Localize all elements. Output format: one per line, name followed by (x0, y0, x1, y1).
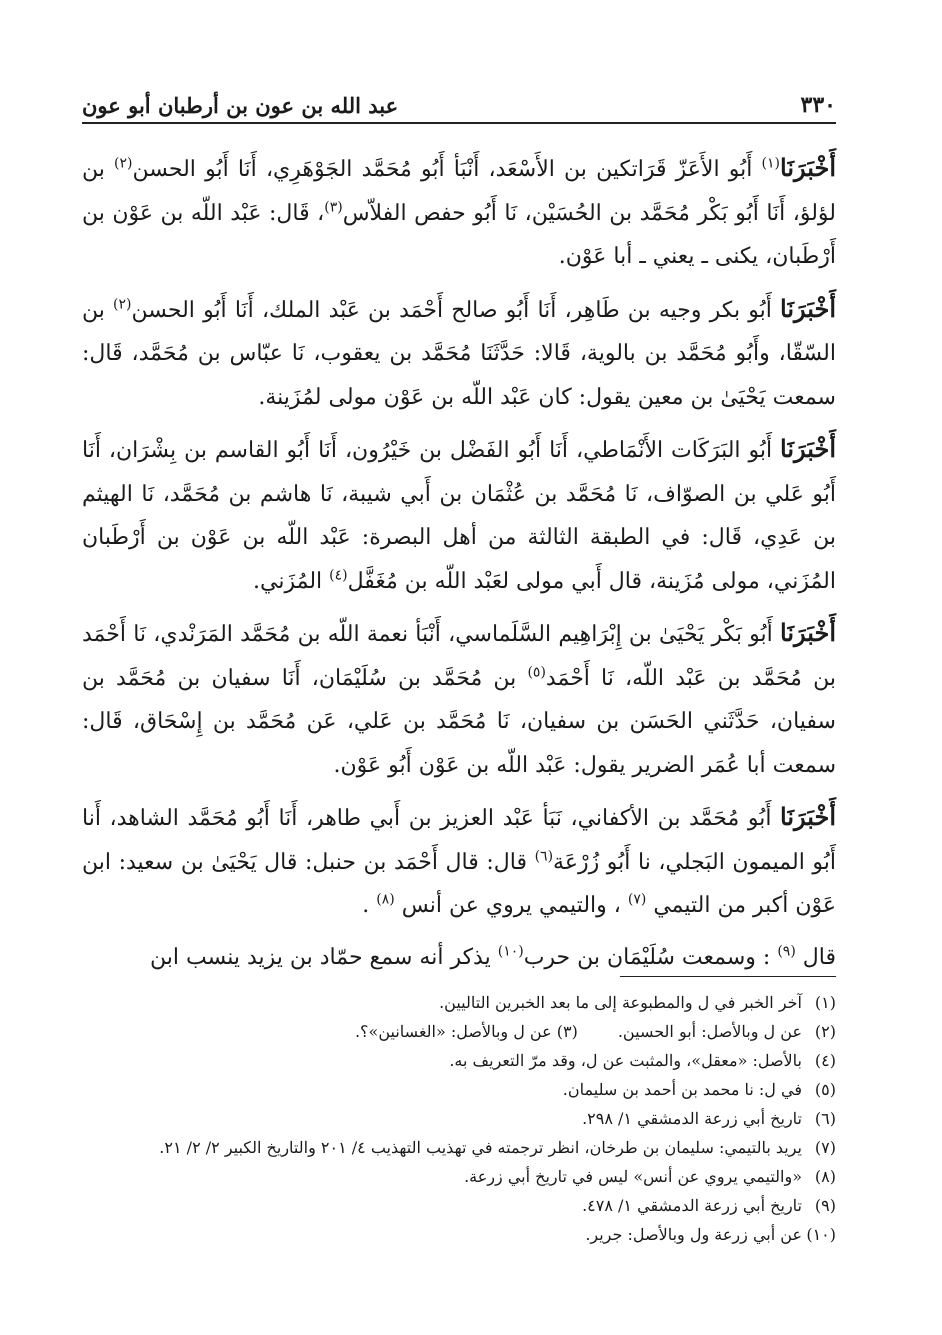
footnote-number: (٩) (814, 1196, 836, 1215)
lead-word: أَخْبَرَنَا (780, 434, 836, 463)
footnote (82, 1075, 836, 1104)
paragraph (82, 287, 836, 420)
footnote (82, 1017, 836, 1046)
lead-word: أَخْبَرَنَا (780, 293, 836, 323)
lead-word: أَخْبَرَنَا (780, 618, 836, 647)
text-run: يذكر أنه سمع حمّاد بن يزيد ينسب ابن (150, 944, 498, 970)
footnote-marker: (٣) (324, 199, 343, 216)
footnote-number: (٨) (814, 1167, 836, 1186)
text-run: أَبُو الأَعَزّ قَرَاتكين بن الأَسْعَد، أَنْبَأ أَبُو مُحَمَّد الجَوْهَرِي، أَنَا أَبُو الحسن (132, 157, 762, 182)
footnote-text: تاريخ أبي زرعة الدمشقي ١/ ٢٩٨. (582, 1109, 802, 1128)
page-number: ٣٣٠ (800, 92, 836, 118)
footnote-text-group (82, 1017, 802, 1046)
footnote-number: (٣) (556, 1022, 578, 1041)
footnote-marker: (٦) (534, 848, 554, 865)
footnote (82, 1162, 836, 1191)
footnote-text: بالأصل: «معقل»، والمثبت عن ل، وقد مرّ التعريف به. (449, 1051, 802, 1070)
footnote-marker: (١٠) (497, 943, 524, 960)
paragraph (82, 611, 836, 787)
footnote-separator (620, 976, 836, 977)
footnote-marker: (٢) (114, 155, 133, 172)
text-run: أَبُو بكر وجيه بن طَاهِر، أَنَا أَبُو صالح أَحْمَد بن عَبْد الملك، أَنَا أَبُو الحسن (131, 297, 781, 323)
footnote-number: (٧) (814, 1138, 836, 1157)
text-run: بن مُحَمَّد بن سُلَيْمَان، أَنَا سفيان بن مُحَمَّد بن سفيان، حَدَّثَني الحَسَن بن سفيان، نَا مُحَمَّد بن عَلي، عَن مُحَمَّد بن إِسْحَاق، قَال: سمعت أبا عُمَر الضرير يقول: عَبْد اللّه بن عَوْن أَبُو عَوْن. (82, 665, 836, 778)
footnotes (82, 988, 836, 1249)
lead-word: أَخْبَرَنَا (780, 802, 836, 831)
footnote (82, 1220, 836, 1249)
footnote-marker: (١) (761, 155, 780, 172)
text-run: بن لؤلؤ، أَنَا أَبُو بَكْر مُحَمَّد بن الحُسَيْن، نَا أَبُو حفص الفلاّس (82, 157, 836, 226)
footnote-text: يريد بالتيمي: سليمان بن طرخان، انظر ترجمته في تهذيب التهذيب ٤/ ٢٠١ والتاريخ الكبير ٢/ ٢/ ٢١. (159, 1138, 802, 1157)
paragraph (82, 427, 836, 603)
text-run: ، والتيمي يروي عن أنس (394, 893, 628, 918)
footnote-number: (٢) (814, 1022, 836, 1041)
paragraph (82, 146, 836, 279)
footnote-marker: (٥) (527, 664, 546, 681)
footnote (82, 988, 836, 1017)
footnote-number: (٥) (814, 1080, 836, 1099)
footnote (82, 1133, 836, 1162)
footnote-text: عن ل وبالأصل: أبو الحسين. (617, 1022, 802, 1041)
footnote-text: عن ل وبالأصل: «الغسانين»؟. (354, 1022, 552, 1041)
text-run: قال: قال أَحْمَد بن حنبل: قال يَحْيَىٰ بن سعيد: ابن عَوْن أكبر من التيمي (82, 849, 836, 918)
footnote-marker: (٤) (329, 567, 348, 584)
text-run: بن السّقّا، وأَبُو مُحَمَّد بن بالوية، قَالا: حَدَّثَنَا مُحَمَّد بن يعقوب، نَا عبّاس بن مُحَمَّد، قَال: سمعت يَحْيَىٰ بن معين يقول: كان عَبْد اللّه بن عَوْن مولى لمُزَينة. (82, 297, 836, 410)
running-header (82, 88, 836, 124)
footnote (82, 1104, 836, 1133)
text-run: قال (795, 944, 836, 970)
paragraph (82, 936, 836, 980)
footnote-number: (٤) (814, 1051, 836, 1070)
text-run: أَبُو مُحَمَّد بن الأكفاني، نَبَأ عَبْد العزيز بن أَبي طاهر، أَنَا أَبُو مُحَمَّد الشاهد، أَنا أَبُو الميمون البَجلي، نا أَبُو زُرْعَة (82, 806, 837, 875)
text-run: ، قَال: عَبْد اللّه بن عَوْن بن أَرْطَبان، يكنى ـ يعني ـ أبا عَوْن. (82, 200, 836, 269)
main-text (82, 146, 836, 987)
footnote-text: في ل: نا محمد بن أحمد بن سليمان. (562, 1080, 802, 1099)
footnote-number: (١٠) (806, 1225, 836, 1244)
footnote (82, 1191, 836, 1220)
footnote (82, 1046, 836, 1075)
text-run: : وسمعت سُلَيْمَان بن حرب (523, 944, 778, 970)
footnote-marker: (٢) (113, 296, 132, 313)
footnote-text: «والتيمي يروي عن أنس» ليس في تاريخ أبي زرعة. (464, 1167, 802, 1186)
footnote-number: (٦) (814, 1109, 836, 1128)
text-run: أَبُو البَرَكَات الأَنْمَاطي، أَنَا أَبُو الفَضْل بن خَيْرُون، أَنَا أَبُو القاسم بن بِشْرَان، أَنَا أَبُو عَلي بن الصوّاف، نَا مُحَمَّد بن عُثْمَان بن أَبي شيبة، نَا هاشم بن مُحَمَّد، نَا الهيثم بن عَدِي، قَال: في الطبقة الثالثة من أهل البصرة: عَبْد اللّه بن عَوْن بن أَرْطَبان المُزَني، مولى مُزَينة، قال أَبي مولى لعَبْد اللّه بن مُغَفَّل (82, 438, 836, 594)
footnote-marker: (٩) (777, 943, 796, 960)
text-run: . (362, 893, 377, 918)
text-run: أَبُو بَكْر يَحْيَىٰ بن إِبْرَاهِيم السَّلَماسي، أَنْبَأ نعمة اللّه بن مُحَمَّد المَرَنْدي، نَا أَحْمَد بن مُحَمَّد بن عَبْد اللّه، نَا أَحْمَد (82, 622, 836, 691)
footnote-number: (١) (814, 993, 836, 1012)
lead-word: أَخْبَرَنَا (780, 153, 836, 182)
footnote-text: تاريخ أبي زرعة الدمشقي ١/ ٤٧٨. (582, 1196, 802, 1215)
text-run: المُزَني. (253, 568, 330, 594)
running-title: عبد الله بن عون بن أرطبان أبو عون (82, 93, 399, 118)
footnote-marker: (٨) (376, 891, 395, 908)
footnote-marker: (٧) (627, 891, 647, 908)
footnote-text: عن أبي زرعة ول وبالأصل: جرير. (585, 1225, 802, 1244)
paragraph (82, 795, 836, 928)
footnote-text: آخر الخبر في ل والمطبوعة إلى ما بعد الخبرين التاليين. (439, 993, 802, 1012)
